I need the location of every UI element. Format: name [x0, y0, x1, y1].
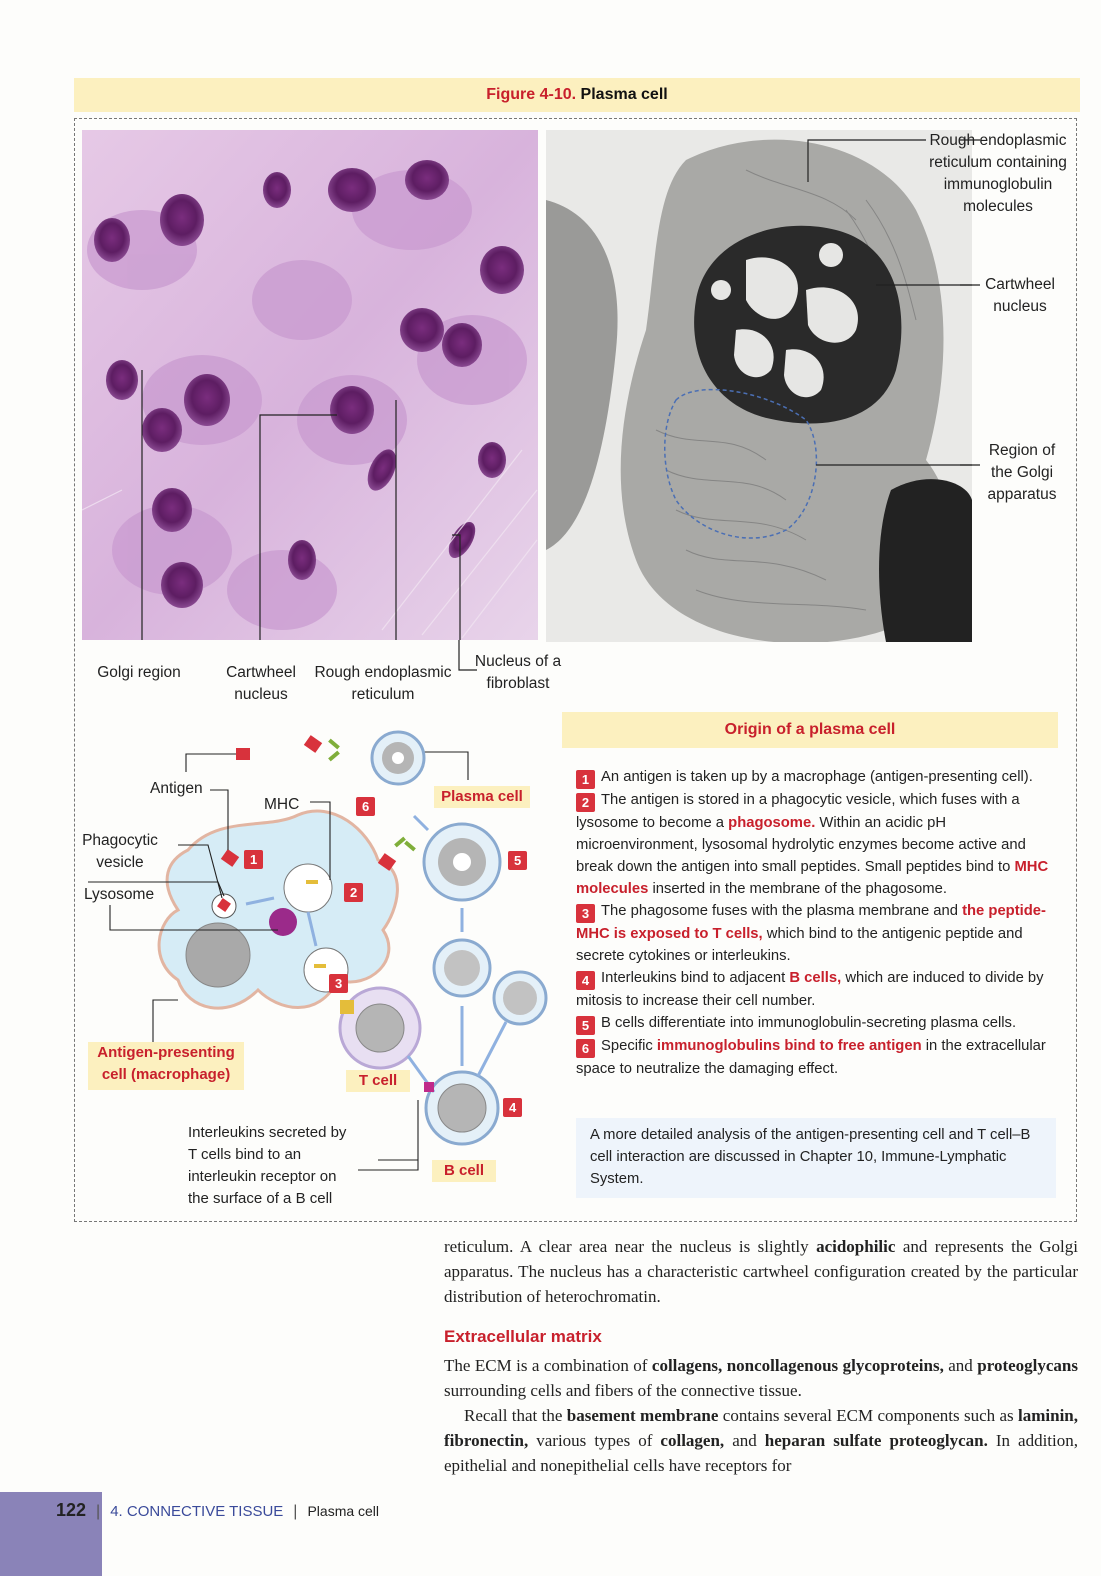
- diagram-badge-6: 6: [362, 799, 370, 814]
- label-plasma-cell: Plasma cell: [434, 786, 530, 808]
- label-lysosome: Lysosome: [84, 886, 155, 903]
- step-6-text-c: in the extracellular space to neutralize the damaging effect.: [576, 1038, 1046, 1077]
- step-2-text-e: inserted in the membrane of the phagosome.: [648, 881, 947, 897]
- p2-proteoglycans: proteoglycans: [977, 1356, 1078, 1375]
- diagram-badge-2: 2: [350, 885, 358, 900]
- diagram-badge-5: 5: [514, 853, 522, 868]
- label-t-cell: T cell: [346, 1070, 410, 1092]
- step-3-text-a: The phagosome fuses with the plasma membrane and: [601, 903, 963, 919]
- diagram-badge-3: 3: [335, 976, 343, 991]
- step-4-b-cells: B cells,: [789, 970, 842, 986]
- p2-text-a: The ECM is a combination of: [444, 1356, 652, 1375]
- fibroblast-leader: [455, 640, 479, 680]
- p3-fibronectin: fibronectin,: [444, 1431, 529, 1450]
- step-6: [576, 1035, 1054, 1080]
- step-2-text-a: The antigen is stored in a phagocytic vesicle, which fuses with a lysosome to become a: [576, 792, 1020, 831]
- label-em-golgi-region: Region of the Golgi apparatus: [987, 442, 1057, 503]
- step-3-text-c: which bind to the antigenic peptide and secrete cytokines or interleukins.: [576, 926, 1023, 964]
- p3-laminin: laminin,: [1018, 1406, 1079, 1425]
- step-4-text-c: which are induced to divide by mitosis to increase their cell number.: [576, 970, 1044, 1009]
- step-badge-3: 3: [576, 904, 595, 923]
- p2-collagens: collagens,: [651, 1356, 723, 1375]
- step-badge-1: 1: [576, 770, 595, 789]
- p1-acidophilic: acidophilic: [816, 1237, 896, 1256]
- p3-basement-membrane: basement membrane: [566, 1406, 719, 1425]
- page-number: 122: [56, 1500, 87, 1520]
- p3-and: and: [724, 1431, 765, 1450]
- section-title: Plasma cell: [307, 1503, 380, 1519]
- step-2-phagosome: phagosome.: [728, 815, 816, 831]
- label-b-cell: B cell: [432, 1160, 496, 1182]
- body-paragraph-1: [444, 1234, 1078, 1309]
- p3-heparan: heparan sulfate proteoglycan.: [764, 1431, 988, 1450]
- p3-text-k: In addition, epithelial and nonepithelial cells have receptors for: [444, 1431, 1079, 1475]
- step-5: [576, 1012, 1054, 1035]
- label-em-cartwheel-nucleus: Cartwheel nucleus: [985, 276, 1055, 315]
- label-cartwheel-nucleus: Cartwheel nucleus: [226, 664, 296, 703]
- figure-caption: [74, 78, 1080, 112]
- body-paragraph-2: [444, 1353, 1078, 1478]
- p2-text-g: surrounding cells and fibers of the connective tissue.: [444, 1381, 802, 1400]
- step-4-text-a: Interleukins bind to adjacent: [601, 970, 790, 986]
- diagram-badge-4: 4: [509, 1100, 517, 1115]
- step-3: [576, 900, 1054, 967]
- step-badge-6: 6: [576, 1039, 595, 1058]
- label-rough-er: Rough endoplasmic reticulum: [314, 664, 452, 703]
- p3-text-g: various types of: [528, 1431, 661, 1450]
- chapter-title: 4. CONNECTIVE TISSUE: [110, 1503, 284, 1520]
- step-1-text: An antigen is taken up by a macrophage (antigen-presenting cell).: [601, 769, 1033, 785]
- origin-steps: [576, 766, 1054, 1080]
- detail-note: A more detailed analysis of the antigen-presenting cell and T cell–B cell interaction are discussed in Chapter 10, Immune-Lymphatic System.: [576, 1118, 1056, 1198]
- label-phagocytic-vesicle: Phagocytic vesicle: [82, 832, 158, 871]
- figure-number: Figure 4-10.: [486, 86, 577, 103]
- step-6-immunoglobulins: immunoglobulins bind to free antigen: [656, 1038, 922, 1054]
- step-2-text-c: Within an acidic pH microenvironment, lysosomal hydrolytic enzymes become active and break down the antigen into small peptides. Small peptides bind to: [576, 815, 1026, 875]
- light-micrograph: [82, 130, 538, 640]
- page-footer: 122 | 4. CONNECTIVE TISSUE | Plasma cell: [56, 1500, 380, 1520]
- label-apc: Antigen-presenting cell (macrophage): [88, 1042, 244, 1090]
- step-1: [576, 766, 1054, 789]
- label-em-rough-er: Rough endoplasmic reticulum containing immunoglobulin molecules: [929, 132, 1067, 215]
- diagram-badge-1: 1: [250, 852, 258, 867]
- figure-title: Plasma cell: [580, 86, 668, 103]
- electron-micrograph: [546, 130, 972, 642]
- step-badge-5: 5: [576, 1016, 595, 1035]
- p3-text-a: Recall that the: [464, 1406, 567, 1425]
- p1-text-a: reticulum. A clear area near the nucleus is slightly: [444, 1237, 817, 1256]
- origin-heading: Origin of a plasma cell: [562, 712, 1058, 748]
- label-interleukins: Interleukins secreted by T cells bind to an interleukin receptor on the surface of a B cell: [188, 1124, 347, 1207]
- p1-text-c: and represents the Golgi apparatus. The nucleus has a characteristic cartwheel configuration created by the particular distribution of heterochromatin.: [444, 1237, 1078, 1306]
- step-6-text-a: Specific: [601, 1038, 657, 1054]
- step-3-peptide-mhc: the peptide-MHC is exposed to T cells,: [576, 903, 1046, 942]
- step-2: [576, 789, 1054, 900]
- label-golgi-region: Golgi region: [97, 664, 181, 681]
- step-badge-4: 4: [576, 971, 595, 990]
- step-2-mhc: MHC molecules: [576, 859, 1049, 897]
- p3-collagen: collagen,: [660, 1431, 725, 1450]
- p3-text-c: contains several ECM components such as: [718, 1406, 1019, 1425]
- label-antigen: Antigen: [150, 780, 203, 797]
- step-5-text: B cells differentiate into immunoglobulin-secreting plasma cells.: [601, 1015, 1017, 1031]
- p2-and: and: [943, 1356, 978, 1375]
- p2-glycoproteins: noncollagenous glycoproteins,: [726, 1356, 944, 1375]
- section-heading-ecm: Extracellular matrix: [444, 1327, 602, 1346]
- label-mhc: MHC: [264, 796, 300, 813]
- step-4: [576, 967, 1054, 1012]
- label-fibroblast-nucleus: Nucleus of a fibroblast: [474, 653, 562, 692]
- step-badge-2: 2: [576, 793, 595, 812]
